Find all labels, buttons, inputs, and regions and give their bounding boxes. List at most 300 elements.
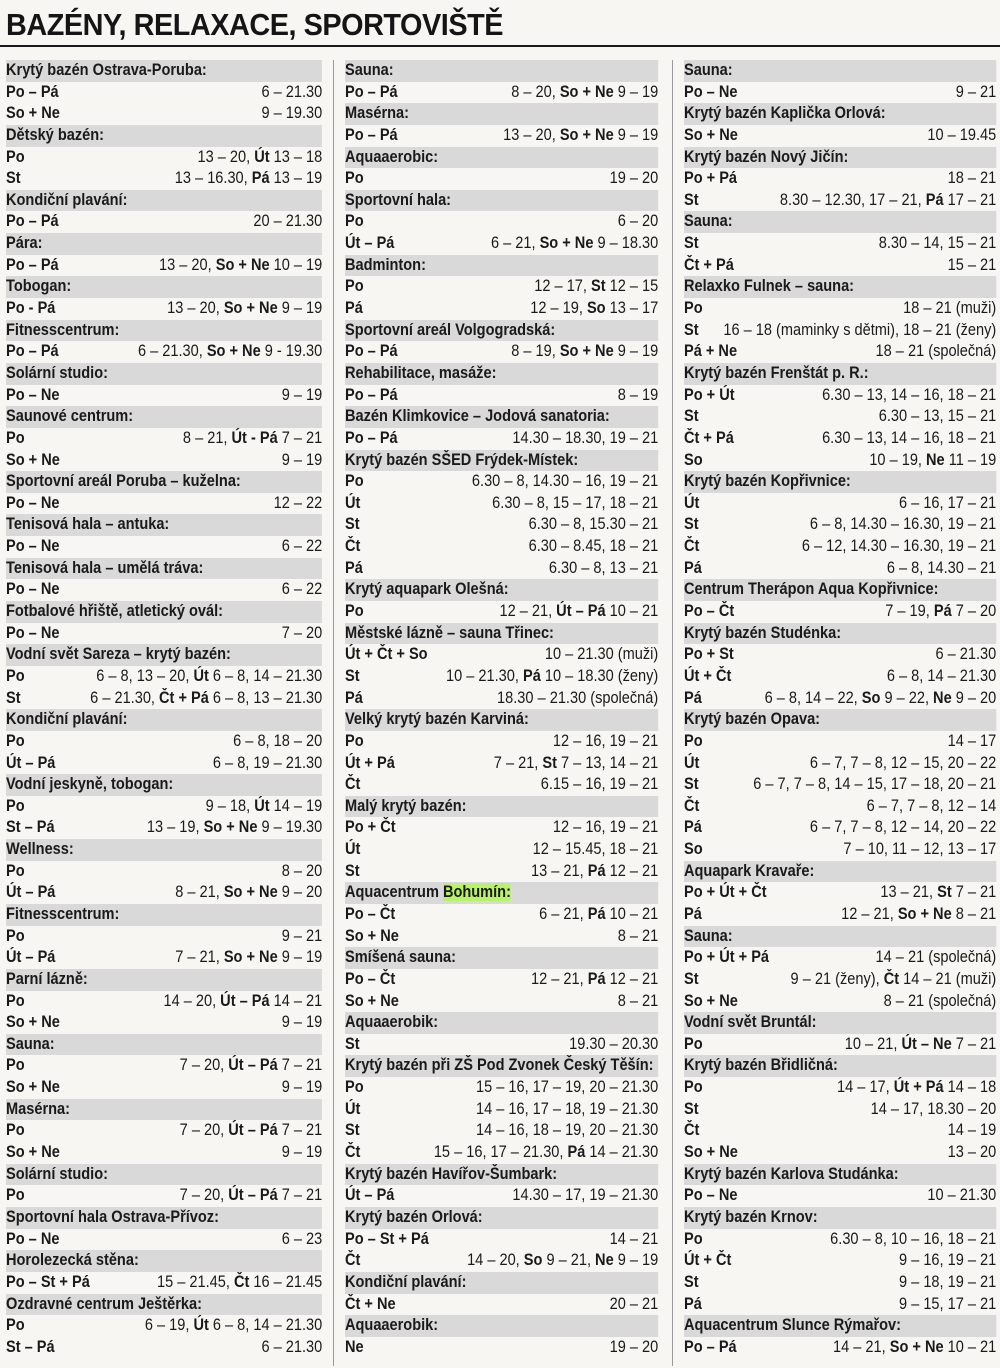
days-label: So + Ne bbox=[684, 1143, 738, 1162]
hours-value: 12 – 15.45, 18 – 21 bbox=[532, 840, 659, 859]
hours-value: 8 – 21 bbox=[617, 991, 659, 1010]
schedule-row bbox=[6, 536, 322, 558]
venue-heading bbox=[6, 60, 322, 82]
schedule-row bbox=[345, 1142, 658, 1164]
hours-value: 10 – 21.30, Pá 10 – 18.30 (ženy) bbox=[446, 666, 659, 685]
venue-name: Krytý bazén Orlová: bbox=[345, 1207, 483, 1226]
schedule-row bbox=[345, 601, 658, 623]
hours-value: 13 – 21, Pá 12 – 21 bbox=[531, 861, 659, 880]
schedule-row bbox=[684, 450, 996, 472]
days-label: Čt bbox=[684, 1121, 700, 1140]
schedule-row bbox=[684, 1294, 996, 1316]
venue-heading bbox=[6, 471, 322, 493]
venue-heading bbox=[345, 255, 658, 277]
schedule-row bbox=[345, 861, 658, 883]
venue-name: Relaxko Fulnek – sauna: bbox=[684, 277, 855, 296]
schedule-row bbox=[6, 1315, 322, 1337]
days-label: So + Ne bbox=[6, 1013, 60, 1032]
hours-value: 6.30 – 13, 14 – 16, 18 – 21 bbox=[822, 428, 997, 447]
venue-name: Rehabilitace, masáže: bbox=[345, 363, 497, 382]
venue-heading bbox=[6, 904, 322, 926]
venue-heading bbox=[345, 709, 658, 731]
venue-name: Krytý aquapark Olešná: bbox=[345, 580, 509, 599]
schedule-row bbox=[345, 817, 658, 839]
schedule-row bbox=[345, 341, 658, 363]
days-label: Pá bbox=[684, 818, 702, 837]
schedule-row bbox=[6, 1120, 322, 1142]
hours-value: 6 – 22 bbox=[281, 537, 323, 556]
hours-value: 10 – 21, Út – Ne 7 – 21 bbox=[844, 1034, 997, 1053]
schedule-row bbox=[345, 428, 658, 450]
hours-value: 6 – 8, 19 – 21.30 bbox=[212, 753, 323, 772]
days-label: Po – Pá bbox=[345, 428, 398, 447]
schedule-row bbox=[684, 1120, 996, 1142]
days-label: Út bbox=[345, 493, 361, 512]
hours-value: 12 – 21, So + Ne 8 – 21 bbox=[841, 904, 997, 923]
days-label: So + Ne bbox=[684, 125, 738, 144]
venue-name: Solární studio: bbox=[6, 1164, 108, 1183]
days-label: Po bbox=[345, 277, 364, 296]
venue-heading bbox=[684, 471, 996, 493]
days-label: Po bbox=[6, 428, 25, 447]
venue-heading bbox=[6, 514, 322, 536]
days-label: Pá + Ne bbox=[684, 342, 738, 361]
venue-heading bbox=[345, 579, 658, 601]
schedule-row bbox=[684, 601, 996, 623]
venue-name: Badminton: bbox=[345, 255, 426, 274]
hours-value: 6 – 19, Út 6 – 8, 14 – 21.30 bbox=[144, 1316, 323, 1335]
schedule-row bbox=[684, 688, 996, 710]
hours-value: 6 – 21.30 bbox=[935, 645, 997, 664]
venue-heading bbox=[6, 125, 322, 147]
days-label: Út – Pá bbox=[6, 883, 56, 902]
column-divider bbox=[672, 60, 673, 1366]
hours-value: 14 – 17 bbox=[947, 731, 997, 750]
days-label: Po bbox=[6, 991, 25, 1010]
venue-heading bbox=[6, 774, 322, 796]
hours-value: 6 – 21, Pá 10 – 21 bbox=[539, 904, 659, 923]
hours-value: 8 – 19, So + Ne 9 – 19 bbox=[511, 342, 659, 361]
schedule-row bbox=[6, 341, 322, 363]
days-label: So + Ne bbox=[6, 450, 60, 469]
days-label: Čt + Pá bbox=[684, 428, 734, 447]
hours-value: 6 – 8, 13 – 20, Út 6 – 8, 14 – 21.30 bbox=[96, 666, 323, 685]
venue-name: Horolezecká stěna: bbox=[6, 1251, 139, 1270]
hours-value: 15 – 16, 17 – 19, 20 – 21.30 bbox=[475, 1078, 659, 1097]
venue-name: Kondiční plavání: bbox=[6, 710, 128, 729]
venue-name: Městské lázně – sauna Třinec: bbox=[345, 623, 554, 642]
days-label: Út + Čt bbox=[684, 666, 732, 685]
days-label: Po – Ne bbox=[684, 82, 738, 101]
days-label: Po + Čt bbox=[345, 818, 396, 837]
schedule-row bbox=[345, 1185, 658, 1207]
days-label: Po – Čt bbox=[345, 969, 396, 988]
venue-name: Aquacentrum bbox=[345, 883, 443, 902]
venue-heading bbox=[345, 103, 658, 125]
hours-value: 6.15 – 16, 19 – 21 bbox=[540, 775, 659, 794]
schedule-row bbox=[6, 882, 322, 904]
days-label: St bbox=[684, 775, 699, 794]
hours-value: 19.30 – 20.30 bbox=[569, 1034, 659, 1053]
hours-value: 18 – 21 (muži) bbox=[903, 299, 997, 318]
venue-heading bbox=[6, 320, 322, 342]
venue-heading bbox=[6, 601, 322, 623]
hours-value: 6 – 22 bbox=[281, 580, 323, 599]
days-label: Po bbox=[6, 1056, 25, 1075]
schedule-row bbox=[684, 947, 996, 969]
hours-value: 13 – 20 bbox=[947, 1143, 997, 1162]
days-label: Po – Pá bbox=[684, 1337, 737, 1356]
days-label: St bbox=[345, 1034, 360, 1053]
days-label: Po bbox=[684, 731, 703, 750]
schedule-row bbox=[345, 514, 658, 536]
hours-value: 12 – 16, 19 – 21 bbox=[552, 731, 659, 750]
schedule-row bbox=[684, 796, 996, 818]
schedule-row bbox=[684, 904, 996, 926]
hours-value: 13 – 20, So + Ne 10 – 19 bbox=[159, 255, 323, 274]
schedule-row bbox=[345, 1337, 658, 1359]
schedule-row bbox=[6, 688, 322, 710]
schedule-row bbox=[684, 536, 996, 558]
venue-name: Aquapark Kravaře: bbox=[684, 861, 815, 880]
days-label: Po bbox=[6, 926, 25, 945]
venue-name: Tenisová hala – umělá tráva: bbox=[6, 558, 204, 577]
hours-value: 6.30 – 8, 15.30 – 21 bbox=[528, 515, 659, 534]
days-label: Po bbox=[345, 169, 364, 188]
schedule-row bbox=[6, 1077, 322, 1099]
schedule-row bbox=[345, 644, 658, 666]
venue-heading bbox=[684, 579, 996, 601]
days-label: Po bbox=[345, 472, 364, 491]
schedule-row bbox=[345, 1034, 658, 1056]
venue-name: Aquaaerobik: bbox=[345, 1316, 439, 1335]
venue-name: Ozdravné centrum Ještěrka: bbox=[6, 1294, 202, 1313]
hours-value: 8 – 21 bbox=[617, 926, 659, 945]
hours-value: 7 – 19, Pá 7 – 20 bbox=[885, 602, 997, 621]
schedule-row bbox=[684, 190, 996, 212]
hours-value: 14 – 16, 18 – 19, 20 – 21.30 bbox=[475, 1121, 659, 1140]
venue-heading bbox=[345, 320, 658, 342]
venue-heading bbox=[6, 969, 322, 991]
days-label: Po bbox=[684, 1078, 703, 1097]
venue-heading bbox=[6, 363, 322, 385]
days-label: St – Pá bbox=[6, 1337, 55, 1356]
days-label: Po – Ne bbox=[6, 385, 60, 404]
days-label: Pá bbox=[345, 688, 363, 707]
schedule-row bbox=[684, 1337, 996, 1359]
hours-value: 19 – 20 bbox=[609, 1337, 659, 1356]
venue-heading bbox=[6, 1164, 322, 1186]
days-label: Po bbox=[6, 1316, 25, 1335]
hours-value: 13 – 20, So + Ne 9 – 19 bbox=[167, 299, 323, 318]
days-label: Po + Út bbox=[684, 385, 735, 404]
days-label: Ne bbox=[345, 1337, 364, 1356]
venue-name: Sauna: bbox=[6, 1034, 55, 1053]
schedule-row bbox=[6, 428, 322, 450]
schedule-row bbox=[684, 817, 996, 839]
hours-value: 6 – 21.30 bbox=[261, 1337, 323, 1356]
venue-heading bbox=[345, 1207, 658, 1229]
schedule-row bbox=[684, 774, 996, 796]
schedule-row bbox=[345, 666, 658, 688]
hours-value: 13 – 20, So + Ne 9 – 19 bbox=[503, 125, 659, 144]
venue-heading bbox=[6, 839, 322, 861]
venue-heading bbox=[684, 1012, 996, 1034]
days-label: St bbox=[684, 190, 699, 209]
venue-heading bbox=[6, 709, 322, 731]
hours-value: 7 – 20 bbox=[281, 623, 323, 642]
venue-name: Krytý bazén Opava: bbox=[684, 710, 821, 729]
days-label: Po – Ne bbox=[6, 493, 60, 512]
days-label: Čt bbox=[684, 537, 700, 556]
venue-name: Krytý bazén při ZŠ Pod Zvonek Český Těšín: bbox=[345, 1056, 654, 1075]
days-label: Po bbox=[684, 299, 703, 318]
days-label: Po – Ne bbox=[6, 623, 60, 642]
schedule-column-3 bbox=[684, 60, 996, 1358]
days-label: Čt + Pá bbox=[684, 255, 734, 274]
hours-value: 6 – 8, 14.30 – 16.30, 19 – 21 bbox=[809, 515, 997, 534]
days-label: Po – Pá bbox=[345, 385, 398, 404]
venue-heading bbox=[6, 1250, 322, 1272]
days-label: Po bbox=[6, 731, 25, 750]
venue-heading bbox=[684, 363, 996, 385]
venue-heading bbox=[684, 1055, 996, 1077]
hours-value: 14 – 19 bbox=[947, 1121, 997, 1140]
schedule-row bbox=[684, 882, 996, 904]
venue-name: Wellness: bbox=[6, 840, 74, 859]
hours-value: 9 – 19 bbox=[281, 1013, 323, 1032]
schedule-row bbox=[345, 298, 658, 320]
schedule-row bbox=[345, 82, 658, 104]
hours-value: 7 – 20, Út – Pá 7 – 21 bbox=[179, 1186, 323, 1205]
days-label: Po + St bbox=[684, 645, 734, 664]
venue-name: Masérna: bbox=[345, 104, 409, 123]
days-label: Po + Út + Čt bbox=[684, 883, 767, 902]
schedule-row bbox=[684, 1142, 996, 1164]
schedule-row bbox=[345, 168, 658, 190]
venue-name: Sportovní areál Volgogradská: bbox=[345, 320, 556, 339]
days-label: Pá bbox=[345, 299, 363, 318]
venue-name: Masérna: bbox=[6, 1099, 70, 1118]
hours-value: 9 – 19 bbox=[281, 1143, 323, 1162]
days-label: So bbox=[684, 450, 703, 469]
days-label: Po + Pá bbox=[684, 169, 738, 188]
hours-value: 14.30 – 17, 19 – 21.30 bbox=[512, 1186, 659, 1205]
venue-name: Sauna: bbox=[345, 61, 394, 79]
hours-value: 6 – 21.30 bbox=[261, 82, 323, 101]
venue-name: Krytý bazén Havířov-Šumbark: bbox=[345, 1164, 558, 1183]
days-label: Po bbox=[684, 1229, 703, 1248]
venue-heading bbox=[345, 60, 658, 82]
schedule-row bbox=[6, 1229, 322, 1251]
hours-value: 10 – 19, Ne 11 – 19 bbox=[869, 450, 997, 469]
venue-heading bbox=[6, 1099, 322, 1121]
hours-value: 6 – 21, So + Ne 9 – 18.30 bbox=[490, 234, 659, 253]
venue-heading bbox=[345, 1055, 658, 1077]
schedule-row bbox=[6, 493, 322, 515]
hours-value: 15 – 21 bbox=[947, 255, 997, 274]
days-label: Po + Út + Pá bbox=[684, 948, 770, 967]
venue-name: Kondiční plavání: bbox=[345, 1272, 467, 1291]
venue-heading bbox=[684, 926, 996, 948]
hours-value: 13 – 16.30, Pá 13 – 19 bbox=[174, 169, 323, 188]
days-label: St bbox=[345, 515, 360, 534]
days-label: Pá bbox=[684, 904, 702, 923]
hours-value: 12 – 17, St 12 – 15 bbox=[534, 277, 659, 296]
days-label: St bbox=[6, 169, 21, 188]
hours-value: 6 – 7, 7 – 8, 14 – 15, 17 – 18, 20 – 21 bbox=[753, 775, 997, 794]
venue-heading bbox=[345, 1272, 658, 1294]
hours-value: 6 – 7, 7 – 8, 12 – 14 bbox=[866, 796, 997, 815]
hours-value: 19 – 20 bbox=[609, 169, 659, 188]
schedule-row bbox=[684, 341, 996, 363]
hours-value: 14 – 20, So 9 – 21, Ne 9 – 19 bbox=[467, 1251, 659, 1270]
schedule-row bbox=[6, 1337, 322, 1359]
venue-heading bbox=[345, 1315, 658, 1337]
schedule-column-2 bbox=[345, 60, 658, 1358]
schedule-row bbox=[345, 1077, 658, 1099]
days-label: So + Ne bbox=[6, 104, 60, 123]
schedule-row bbox=[684, 233, 996, 255]
schedule-row bbox=[345, 991, 658, 1013]
days-label: Čt bbox=[684, 796, 700, 815]
venue-name: Vodní svět Bruntál: bbox=[684, 1013, 817, 1032]
venue-heading bbox=[684, 1164, 996, 1186]
schedule-row bbox=[684, 969, 996, 991]
venue-name: Krytý bazén Kopřivnice: bbox=[684, 472, 851, 491]
venue-heading bbox=[684, 861, 996, 883]
venue-heading bbox=[345, 882, 658, 904]
schedule-column-1 bbox=[6, 60, 322, 1358]
hours-value: 12 – 21, Pá 12 – 21 bbox=[531, 969, 659, 988]
hours-value: 18.30 – 21.30 (společná) bbox=[497, 688, 659, 707]
days-label: Po bbox=[345, 602, 364, 621]
hours-value: 12 – 21, Út – Pá 10 – 21 bbox=[499, 602, 659, 621]
venue-heading bbox=[684, 276, 996, 298]
days-label: So + Ne bbox=[6, 1143, 60, 1162]
venue-name: Smíšená sauna: bbox=[345, 948, 456, 967]
hours-value: 6.30 – 13, 15 – 21 bbox=[878, 407, 997, 426]
days-label: Út – Pá bbox=[6, 948, 56, 967]
hours-value: 6 – 8, 14.30 – 21 bbox=[886, 558, 997, 577]
days-label: Út + Čt bbox=[684, 1251, 732, 1270]
venue-name: Krytý bazén Kaplička Orlová: bbox=[684, 104, 886, 123]
venue-name: Tobogan: bbox=[6, 277, 72, 296]
schedule-row bbox=[684, 1272, 996, 1294]
days-label: Po – Ne bbox=[6, 580, 60, 599]
schedule-row bbox=[684, 1185, 996, 1207]
venue-heading bbox=[6, 276, 322, 298]
hours-value: 9 – 18, 19 – 21 bbox=[899, 1272, 997, 1291]
venue-name: Krytý bazén SŠED Frýdek-Místek: bbox=[345, 450, 579, 469]
days-label: Po bbox=[345, 1078, 364, 1097]
days-label: St bbox=[684, 234, 699, 253]
venue-heading bbox=[684, 60, 996, 82]
venue-heading bbox=[345, 363, 658, 385]
hours-value: 20 – 21.30 bbox=[253, 212, 323, 231]
days-label: So + Ne bbox=[345, 991, 399, 1010]
venue-heading bbox=[684, 623, 996, 645]
days-label: Út bbox=[684, 753, 700, 772]
days-label: Po bbox=[345, 212, 364, 231]
hours-value: 6 – 16, 17 – 21 bbox=[899, 493, 997, 512]
hours-value: 6.30 – 8, 10 – 16, 18 – 21 bbox=[830, 1229, 997, 1248]
days-label: Čt bbox=[345, 775, 361, 794]
venue-name: Fitnesscentrum: bbox=[6, 320, 120, 339]
schedule-row bbox=[345, 536, 658, 558]
hours-value: 12 – 16, 19 – 21 bbox=[552, 818, 659, 837]
venue-name: Sportovní areál Poruba – kuželna: bbox=[6, 472, 241, 491]
venue-name: Sauna: bbox=[684, 212, 733, 231]
days-label: Čt bbox=[345, 537, 361, 556]
hours-value: 9 – 19 bbox=[281, 450, 323, 469]
hours-value: 8 – 19 bbox=[617, 385, 659, 404]
hours-value: 9 – 19.30 bbox=[261, 104, 323, 123]
hours-value: 8 – 20, So + Ne 9 – 19 bbox=[511, 82, 659, 101]
schedule-row bbox=[684, 514, 996, 536]
schedule-row bbox=[6, 623, 322, 645]
hours-value: 6 – 7, 7 – 8, 12 – 14, 20 – 22 bbox=[809, 818, 997, 837]
days-label: Po – Čt bbox=[345, 904, 396, 923]
days-label: Út bbox=[345, 840, 361, 859]
days-label: Út + Čt + So bbox=[345, 645, 428, 664]
days-label: Po – Pá bbox=[345, 125, 398, 144]
days-label: Po – Pá bbox=[6, 342, 59, 361]
venue-name: Fitnesscentrum: bbox=[6, 904, 120, 923]
schedule-row bbox=[6, 255, 322, 277]
schedule-row bbox=[684, 666, 996, 688]
hours-value: 7 – 21, St 7 – 13, 14 – 21 bbox=[493, 753, 659, 772]
hours-value: 9 – 19 bbox=[281, 1078, 323, 1097]
days-label: Po – Pá bbox=[345, 342, 398, 361]
venue-name: Krytý bazén Studénka: bbox=[684, 623, 842, 642]
venue-name: Krytý bazén Frenštát p. R.: bbox=[684, 363, 869, 382]
days-label: St bbox=[684, 320, 699, 339]
hours-value: 10 – 21.30 bbox=[927, 1186, 997, 1205]
venue-heading bbox=[345, 1012, 658, 1034]
venue-name: Sportovní hala: bbox=[345, 190, 452, 209]
hours-value: 9 – 15, 17 – 21 bbox=[899, 1294, 997, 1313]
hours-value: 9 – 21 bbox=[955, 82, 997, 101]
venue-heading bbox=[684, 1207, 996, 1229]
schedule-row bbox=[6, 450, 322, 472]
title-rule bbox=[0, 45, 1000, 47]
hours-value: 18 – 21 bbox=[947, 169, 997, 188]
schedule-row bbox=[6, 666, 322, 688]
hours-value: 12 – 22 bbox=[273, 493, 323, 512]
hours-value: 12 – 19, So 13 – 17 bbox=[530, 299, 659, 318]
schedule-row bbox=[684, 1034, 996, 1056]
days-label: Po – St + Pá bbox=[6, 1272, 90, 1291]
schedule-row bbox=[6, 1185, 322, 1207]
venue-name: Krytý bazén Krnov: bbox=[684, 1207, 818, 1226]
hours-value: 8.30 – 12.30, 17 – 21, Pá 17 – 21 bbox=[779, 190, 997, 209]
venue-heading bbox=[6, 644, 322, 666]
hours-value: 7 – 20, Út – Pá 7 – 21 bbox=[179, 1121, 323, 1140]
schedule-row bbox=[345, 926, 658, 948]
schedule-row bbox=[345, 1250, 658, 1272]
hours-value: 14.30 – 18.30, 19 – 21 bbox=[512, 428, 659, 447]
days-label: Po bbox=[6, 796, 25, 815]
hours-value: 6.30 – 8.45, 18 – 21 bbox=[528, 537, 659, 556]
days-label: Po – Pá bbox=[6, 212, 59, 231]
days-label: Po – Pá bbox=[6, 82, 59, 101]
venue-heading bbox=[6, 233, 322, 255]
schedule-row bbox=[684, 168, 996, 190]
schedule-row bbox=[345, 839, 658, 861]
hours-value: 6 – 21.30, So + Ne 9 - 19.30 bbox=[137, 342, 323, 361]
venue-name: Malý krytý bazén: bbox=[345, 796, 467, 815]
